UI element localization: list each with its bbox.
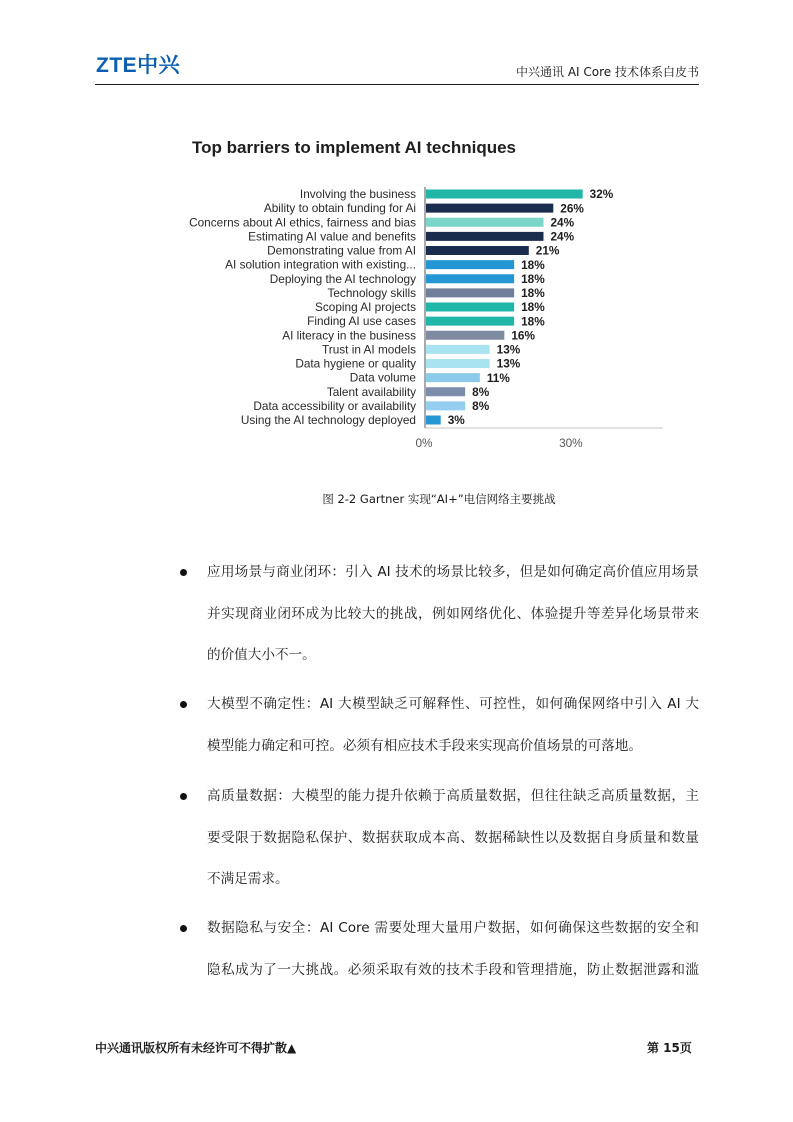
bar-category-label: Data accessibility or availability [253,398,416,413]
bar [426,317,514,326]
bar-category-label: Estimating AI value and benefits [248,229,416,244]
bar [426,204,553,213]
bar-value-label: 18% [521,257,545,272]
bar [426,345,490,354]
bar-category-label: AI solution integration with existing... [225,257,416,272]
bar-value-label: 8% [472,399,490,414]
chart-title: Top barriers to implement AI techniques [192,138,516,157]
bar-category-label: Involving the business [299,187,416,202]
x-tick-label: 30% [559,436,583,450]
bar [426,260,514,269]
bullet-line: 应用场景与商业闭环：引入 AI 技术的场景比较多，但是如何确定高价值应用场景 [207,564,699,580]
bullet-line: 高质量数据：大模型的能力提升依赖于高质量数据，但往往缺乏高质量数据，主 [207,788,699,804]
bullet-dot [180,793,187,800]
bar-value-label: 32% [589,187,614,202]
bar [426,218,544,227]
bar-category-label: Technology skills [327,285,416,300]
bar-category-label: Trust in AI models [322,342,416,357]
bar-category-label: Finding AI use cases [307,314,416,329]
x-axis-ticks [415,436,583,450]
bar-category-label: Data volume [349,370,416,385]
header-divider [95,84,699,85]
bar-category-label: Demonstrating value from AI [267,243,416,258]
bar [426,246,529,255]
bullet-text [207,552,699,677]
copyright-notice: 中兴通讯版权所有未经许可不得扩散▲ [95,1041,297,1055]
bullet-line: 要受限于数据隐私保护、数据获取成本高、数据稀缺性以及数据自身质量和数量 [207,829,699,846]
bar-value-label: 11% [486,370,510,385]
bar-value-label: 16% [511,328,535,343]
bullet-line: 不满足需求。 [207,871,289,887]
bullet-text [207,776,699,901]
bar-value-label: 21% [535,243,560,258]
bar-category-label: Using the AI technology deployed [240,413,416,428]
bar [426,288,514,297]
document-title: 中兴通讯 AI Core 技术体系白皮书 [516,65,699,79]
bullet-dot [180,925,187,932]
bar [426,331,504,340]
figure-caption: 图 2-2 Gartner 实现“AI+”电信网络主要挑战 [322,492,556,506]
bar-category-label: Talent availability [326,384,416,399]
bar-category-label: Ability to obtain funding for Ai [263,201,416,216]
bar-category-label: Scoping AI projects [315,300,416,315]
bar [426,274,514,283]
bullet-text [207,684,699,767]
bullet-dot [180,701,187,708]
bullet-line: 数据隐私与安全：AI Core 需要处理大量用户数据，如何确保这些数据的安全和 [207,920,699,936]
bar-category-label: Deploying the AI technology [269,271,416,286]
bullet-line: 隐私成为了一大挑战。必须采取有效的技术手段和管理措施，防止数据泄露和滥 [207,961,699,978]
bars-group [189,187,614,427]
bullet-line: 并实现商业闭环成为比较大的挑战，例如网络优化、体验提升等差异化场景带来 [207,605,699,622]
bar [426,232,544,241]
bullet-text [207,908,699,991]
bar-value-label: 8% [472,384,490,399]
bar-value-label: 18% [521,286,545,301]
bar-value-label: 26% [560,201,584,216]
bar [426,416,441,425]
bar-category-label: Concerns about AI ethics, fairness and bias [189,215,416,230]
bar-value-label: 18% [521,314,545,329]
bullet-dot [180,569,187,576]
barriers-bar-chart [170,130,680,460]
bar-value-label: 18% [521,271,545,286]
bullet-line: 大模型不确定性：AI 大模型缺乏可解释性、可控性，如何确保网络中引入 AI 大 [207,696,699,712]
bar [426,303,514,312]
bar-value-label: 24% [550,215,575,230]
bar-value-label: 13% [496,342,521,357]
bullet-line: 模型能力确定和可控。必须有相应技术手段来实现高价值场景的可落地。 [207,737,642,754]
bar-category-label: AI literacy in the business [282,328,416,343]
page-number: 第 15页 [647,1041,692,1055]
bar [426,359,490,368]
x-tick-label: 0% [415,436,433,450]
bullet-line: 的价值大小不一。 [207,647,316,663]
bar-value-label: 18% [521,300,545,315]
bar [426,387,465,396]
zte-logo: ZTE中兴 [96,54,181,77]
bar [426,373,480,382]
bar-value-label: 13% [496,356,521,371]
bar [426,190,583,199]
bar-category-label: Data hygiene or quality [295,356,416,371]
bar [426,401,465,410]
bar-value-label: 3% [447,413,465,428]
bar-value-label: 24% [550,229,575,244]
